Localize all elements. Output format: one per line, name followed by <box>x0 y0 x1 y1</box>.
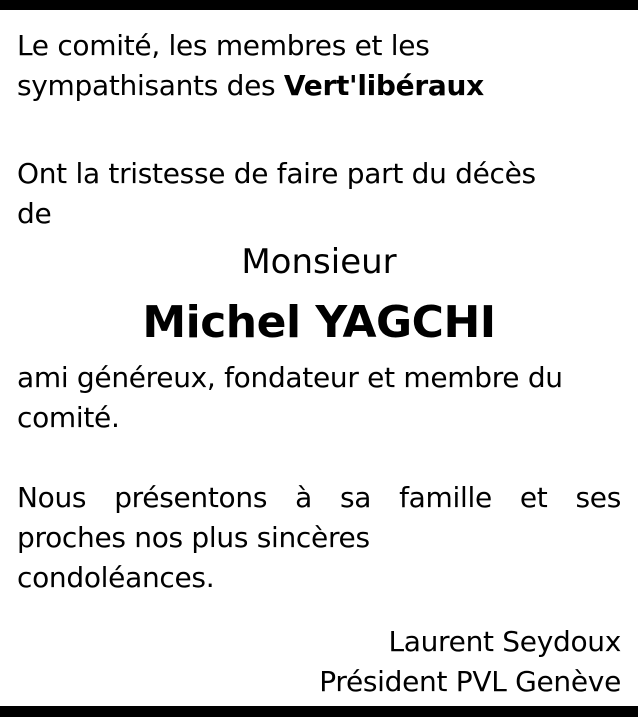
honorific: Monsieur <box>241 242 397 282</box>
condolences-line-2: proches nos plus sincères <box>17 521 370 554</box>
role-paragraph <box>17 358 621 438</box>
intro-line-2 <box>17 66 621 106</box>
role-line-2: comité. <box>17 401 120 434</box>
condolences-line-3: condoléances. <box>17 561 215 594</box>
announcement-line-2: de <box>17 197 52 230</box>
signature-title: Président PVL Genève <box>319 665 621 698</box>
role-line-1: ami généreux, fondateur et membre du <box>17 361 563 394</box>
deceased-name: Michel YAGCHI <box>142 297 496 348</box>
signature-block <box>319 622 621 702</box>
top-border <box>0 0 638 10</box>
bottom-border <box>0 706 638 717</box>
announcement-paragraph <box>17 154 621 234</box>
intro-line-2-text: sympathisants des <box>17 69 284 102</box>
party-name: Vert'libéraux <box>283 69 484 102</box>
intro-paragraph <box>17 26 621 106</box>
condolences-line-1: Nous présentons à sa famille et ses <box>17 481 621 514</box>
signature-name: Laurent Seydoux <box>388 625 621 658</box>
announcement-line-1: Ont la tristesse de faire part du décès <box>17 157 536 190</box>
intro-line-1: Le comité, les membres et les <box>17 29 430 62</box>
condolences-paragraph <box>17 478 621 598</box>
